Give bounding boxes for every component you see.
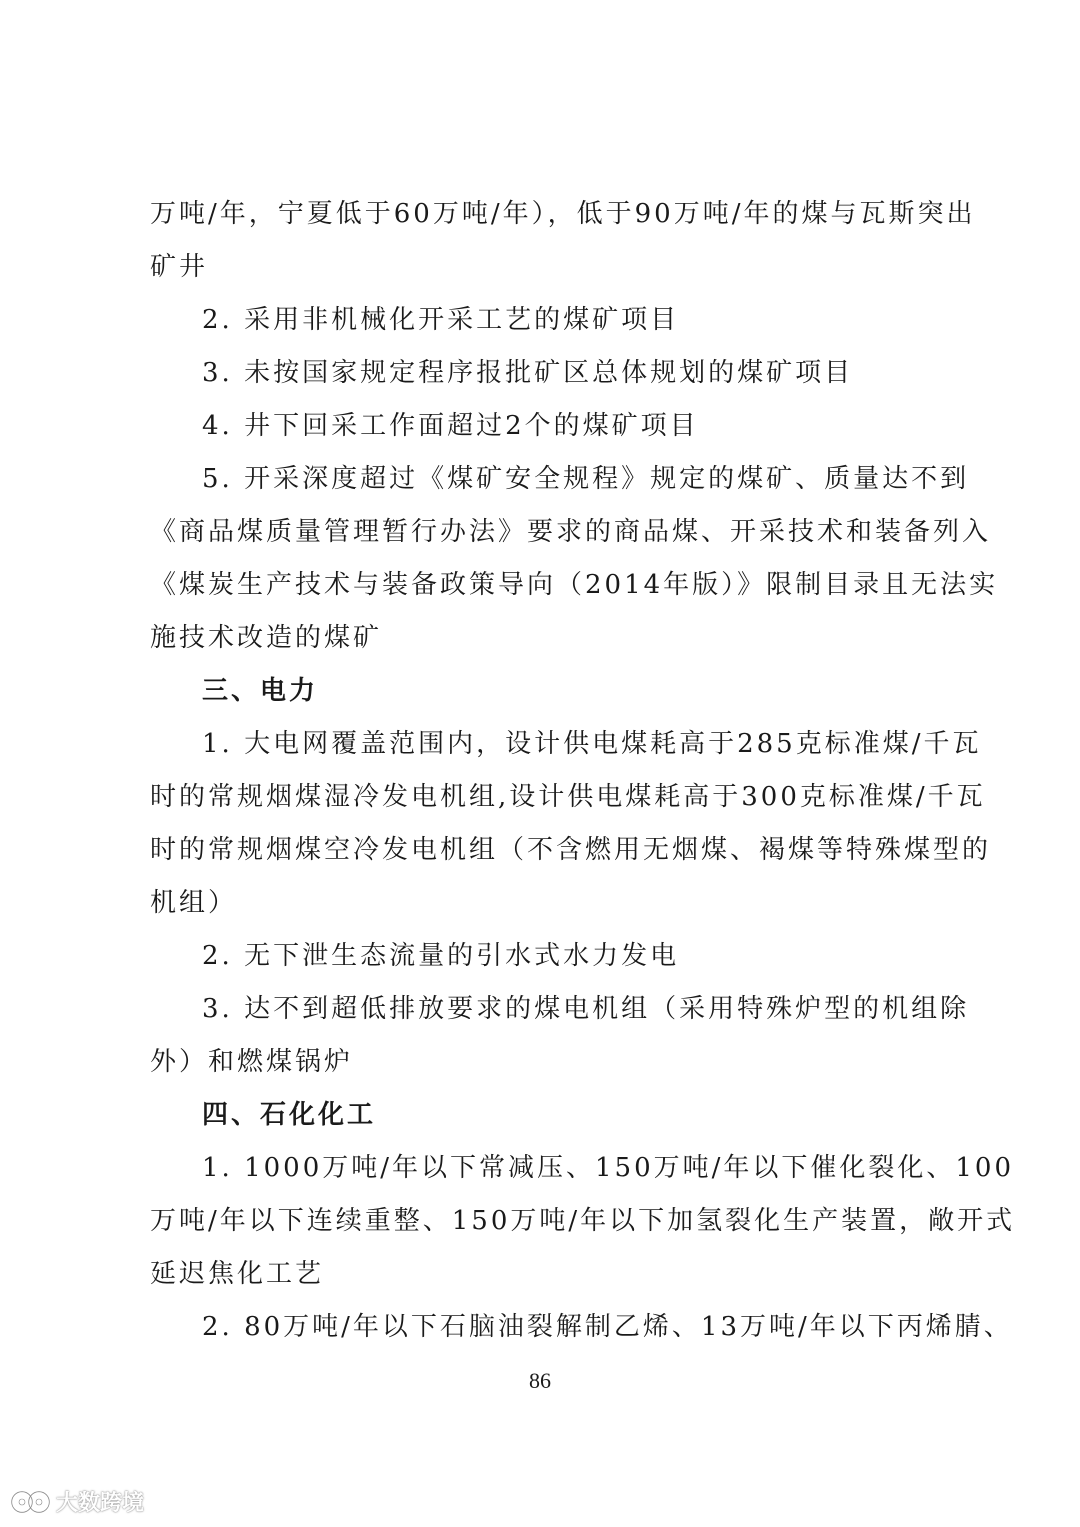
text-line: 万吨/年，宁夏低于60万吨/年），低于90万吨/年的煤与瓦斯突出: [150, 199, 976, 229]
text-line: 时的常规烟煤空冷发电机组（不含燃用无烟煤、褐煤等特殊煤型的: [150, 835, 992, 865]
page-number: 86: [529, 1368, 551, 1393]
text-line: 2. 采用非机械化开采工艺的煤矿项目: [202, 305, 680, 335]
text-line: 2. 无下泄生态流量的引水式水力发电: [202, 941, 680, 971]
text-line: 4. 井下回采工作面超过2个的煤矿项目: [202, 411, 699, 441]
text-line: 矿井: [150, 252, 209, 282]
watermark: [10, 1486, 144, 1517]
text-line: 时的常规烟煤湿冷发电机组,设计供电煤耗高于300克标准煤/千瓦: [150, 782, 986, 812]
eye-logo-icon: [10, 1489, 52, 1515]
document-body: [150, 188, 1016, 1354]
text-line: 延迟焦化工艺: [150, 1259, 325, 1289]
text-line: 3. 未按国家规定程序报批矿区总体规划的煤矿项目: [202, 358, 854, 388]
text-line: 施技术改造的煤矿: [150, 623, 383, 653]
text-line: 机组）: [150, 888, 238, 918]
watermark-text: 大数跨境: [56, 1491, 145, 1516]
text-line: 1. 大电网覆盖范围内，设计供电煤耗高于285克标准煤/千瓦: [202, 729, 982, 759]
section-heading: 三、电力: [202, 676, 319, 706]
text-line: 5. 开采深度超过《煤矿安全规程》规定的煤矿、质量达不到: [202, 464, 970, 494]
text-line: 1. 1000万吨/年以下常减压、150万吨/年以下催化裂化、100: [202, 1153, 1015, 1183]
text-line: 《商品煤质量管理暂行办法》要求的商品煤、开采技术和装备列入: [150, 517, 992, 547]
text-line: 3. 达不到超低排放要求的煤电机组（采用特殊炉型的机组除: [202, 994, 970, 1024]
text-line: 万吨/年以下连续重整、150万吨/年以下加氢裂化生产装置，敞开式: [150, 1206, 1016, 1236]
text-line: 外）和燃煤锅炉: [150, 1047, 354, 1077]
text-line: 《煤炭生产技术与装备政策导向（2014年版）》限制目录且无法实: [150, 570, 999, 600]
text-line: 2. 80万吨/年以下石脑油裂解制乙烯、13万吨/年以下丙烯腈、: [202, 1312, 1013, 1342]
section-heading: 四、石化化工: [202, 1100, 377, 1130]
